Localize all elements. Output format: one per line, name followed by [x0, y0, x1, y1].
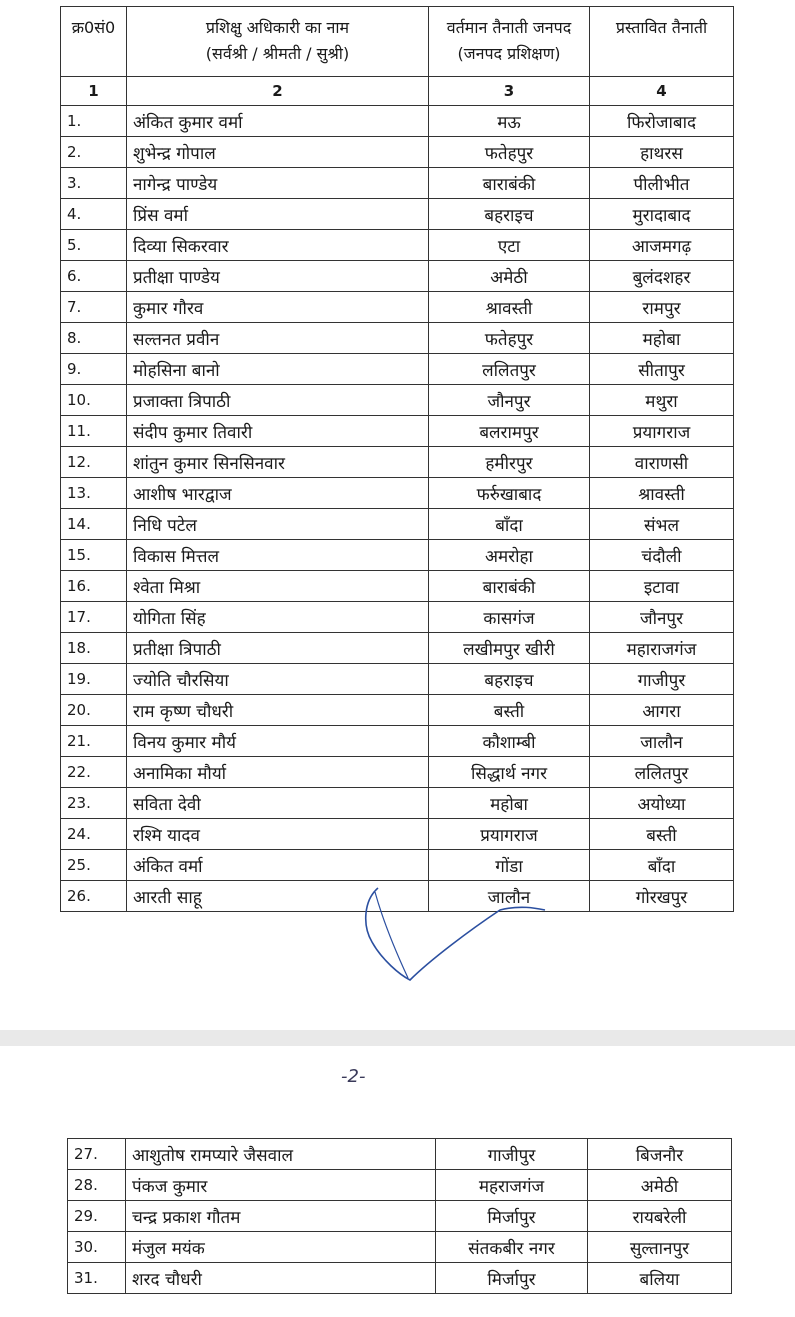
current-posting: जालौन [429, 881, 590, 912]
officer-name: शरद चौधरी [126, 1263, 436, 1294]
current-posting: अमरोहा [429, 540, 590, 571]
current-posting: अमेठी [429, 261, 590, 292]
serial-number: 9. [61, 354, 127, 385]
serial-number: 7. [61, 292, 127, 323]
current-posting: बाँदा [429, 509, 590, 540]
officer-name: दिव्या सिकरवार [127, 230, 429, 261]
officer-name: विनय कुमार मौर्य [127, 726, 429, 757]
table-row [61, 354, 734, 385]
officer-name: प्रिंस वर्मा [127, 199, 429, 230]
serial-number: 20. [61, 695, 127, 726]
table-row [61, 478, 734, 509]
table-row [61, 230, 734, 261]
serial-number: 10. [61, 385, 127, 416]
current-posting: मिर्जापुर [436, 1201, 588, 1232]
officer-name: मोहसिना बानो [127, 354, 429, 385]
proposed-posting: मथुरा [590, 385, 734, 416]
table-row [61, 602, 734, 633]
current-posting: कासगंज [429, 602, 590, 633]
proposed-posting: आजमगढ़ [590, 230, 734, 261]
table-row [61, 292, 734, 323]
officer-name: अनामिका मौर्या [127, 757, 429, 788]
table-row [68, 1232, 732, 1263]
proposed-posting: सुल्तानपुर [588, 1232, 732, 1263]
table-row [61, 168, 734, 199]
officer-name: रश्मि यादव [127, 819, 429, 850]
column-index: 4 [590, 77, 734, 106]
serial-number: 28. [68, 1170, 126, 1201]
current-posting: कौशाम्बी [429, 726, 590, 757]
proposed-posting: वाराणसी [590, 447, 734, 478]
officer-name: राम कृष्ण चौधरी [127, 695, 429, 726]
table-row [61, 726, 734, 757]
current-posting: श्रावस्ती [429, 292, 590, 323]
serial-number: 21. [61, 726, 127, 757]
serial-number: 22. [61, 757, 127, 788]
current-posting: गाजीपुर [436, 1139, 588, 1170]
current-posting: मिर्जापुर [436, 1263, 588, 1294]
proposed-posting: संभल [590, 509, 734, 540]
column-index: 1 [61, 77, 127, 106]
header-name: प्रशिक्षु अधिकारी का नाम (सर्वश्री / श्रीमती / सुश्री) [127, 7, 429, 77]
table-row [61, 447, 734, 478]
table-row [61, 664, 734, 695]
proposed-posting: पीलीभीत [590, 168, 734, 199]
proposed-posting: चंदौली [590, 540, 734, 571]
current-posting: प्रयागराज [429, 819, 590, 850]
serial-number: 3. [61, 168, 127, 199]
table-row [68, 1263, 732, 1294]
proposed-posting: इटावा [590, 571, 734, 602]
officer-name: आशीष भारद्वाज [127, 478, 429, 509]
proposed-posting: बाँदा [590, 850, 734, 881]
header-proposed-posting: प्रस्तावित तैनाती [590, 7, 734, 77]
table-row [61, 106, 734, 137]
posting-table-page-1 [60, 6, 734, 912]
proposed-posting: बलिया [588, 1263, 732, 1294]
serial-number: 26. [61, 881, 127, 912]
officer-name: सल्तनत प्रवीन [127, 323, 429, 354]
proposed-posting: आगरा [590, 695, 734, 726]
table-row [61, 261, 734, 292]
officer-name: श्वेता मिश्रा [127, 571, 429, 602]
proposed-posting: अमेठी [588, 1170, 732, 1201]
officer-name: शांतुन कुमार सिनसिनवार [127, 447, 429, 478]
officer-name: मंजुल मयंक [126, 1232, 436, 1263]
page-number: -2- [341, 1066, 366, 1087]
table-row [68, 1201, 732, 1232]
table-row [61, 633, 734, 664]
current-posting: फतेहपुर [429, 323, 590, 354]
table-row [61, 571, 734, 602]
proposed-posting: जौनपुर [590, 602, 734, 633]
table-row [61, 757, 734, 788]
table-row [61, 819, 734, 850]
officer-name: अंकित कुमार वर्मा [127, 106, 429, 137]
serial-number: 1. [61, 106, 127, 137]
officer-name: अंकित वर्मा [127, 850, 429, 881]
proposed-posting: बस्ती [590, 819, 734, 850]
header-current-posting: वर्तमान तैनाती जनपद (जनपद प्रशिक्षण) [429, 7, 590, 77]
serial-number: 25. [61, 850, 127, 881]
serial-number: 12. [61, 447, 127, 478]
current-posting: बाराबंकी [429, 571, 590, 602]
officer-name: प्रतीक्षा पाण्डेय [127, 261, 429, 292]
table-row [68, 1139, 732, 1170]
proposed-posting: श्रावस्ती [590, 478, 734, 509]
table-row [61, 540, 734, 571]
table-row [61, 323, 734, 354]
proposed-posting: बुलंदशहर [590, 261, 734, 292]
proposed-posting: सीतापुर [590, 354, 734, 385]
proposed-posting: ललितपुर [590, 757, 734, 788]
proposed-posting: फिरोजाबाद [590, 106, 734, 137]
current-posting: हमीरपुर [429, 447, 590, 478]
table-row [61, 850, 734, 881]
table-row [68, 1170, 732, 1201]
officer-name: प्रतीक्षा त्रिपाठी [127, 633, 429, 664]
officer-name: ज्योति चौरसिया [127, 664, 429, 695]
proposed-posting: जालौन [590, 726, 734, 757]
page-separator [0, 1030, 795, 1046]
current-posting: सिद्धार्थ नगर [429, 757, 590, 788]
serial-number: 2. [61, 137, 127, 168]
serial-number: 5. [61, 230, 127, 261]
current-posting: बलरामपुर [429, 416, 590, 447]
current-posting: गोंडा [429, 850, 590, 881]
proposed-posting: गाजीपुर [590, 664, 734, 695]
serial-number: 17. [61, 602, 127, 633]
proposed-posting: प्रयागराज [590, 416, 734, 447]
serial-number: 13. [61, 478, 127, 509]
serial-number: 16. [61, 571, 127, 602]
officer-name: पंकज कुमार [126, 1170, 436, 1201]
posting-table-page-2 [67, 1138, 732, 1294]
proposed-posting: रायबरेली [588, 1201, 732, 1232]
serial-number: 6. [61, 261, 127, 292]
officer-name: निधि पटेल [127, 509, 429, 540]
serial-number: 24. [61, 819, 127, 850]
officer-name: योगिता सिंह [127, 602, 429, 633]
serial-number: 8. [61, 323, 127, 354]
current-posting: बस्ती [429, 695, 590, 726]
current-posting: फतेहपुर [429, 137, 590, 168]
current-posting: जौनपुर [429, 385, 590, 416]
header-sno: क्र0सं0 [61, 7, 127, 77]
column-index: 2 [127, 77, 429, 106]
table-row [61, 385, 734, 416]
serial-number: 14. [61, 509, 127, 540]
serial-number: 27. [68, 1139, 126, 1170]
serial-number: 23. [61, 788, 127, 819]
current-posting: महोबा [429, 788, 590, 819]
proposed-posting: हाथरस [590, 137, 734, 168]
serial-number: 11. [61, 416, 127, 447]
officer-name: कुमार गौरव [127, 292, 429, 323]
serial-number: 15. [61, 540, 127, 571]
serial-number: 30. [68, 1232, 126, 1263]
serial-number: 4. [61, 199, 127, 230]
serial-number: 19. [61, 664, 127, 695]
current-posting: एटा [429, 230, 590, 261]
proposed-posting: रामपुर [590, 292, 734, 323]
officer-name: प्रजाक्ता त्रिपाठी [127, 385, 429, 416]
officer-name: सविता देवी [127, 788, 429, 819]
table-row [61, 416, 734, 447]
officer-name: विकास मित्तल [127, 540, 429, 571]
document-page-2 [0, 1046, 795, 1317]
officer-name: शुभेन्द्र गोपाल [127, 137, 429, 168]
table-row [61, 695, 734, 726]
serial-number: 29. [68, 1201, 126, 1232]
current-posting: लखीमपुर खीरी [429, 633, 590, 664]
current-posting: बहराइच [429, 199, 590, 230]
current-posting: फर्रुखाबाद [429, 478, 590, 509]
table-header-row [61, 7, 734, 77]
officer-name: आरती साहू [127, 881, 429, 912]
table-row [61, 199, 734, 230]
current-posting: महराजगंज [436, 1170, 588, 1201]
current-posting: ललितपुर [429, 354, 590, 385]
serial-number: 31. [68, 1263, 126, 1294]
officer-name: नागेन्द्र पाण्डेय [127, 168, 429, 199]
proposed-posting: अयोध्या [590, 788, 734, 819]
proposed-posting: महोबा [590, 323, 734, 354]
column-index-row [61, 77, 734, 106]
officer-name: आशुतोष रामप्यारे जैसवाल [126, 1139, 436, 1170]
signature [360, 880, 560, 990]
proposed-posting: बिजनौर [588, 1139, 732, 1170]
column-index: 3 [429, 77, 590, 106]
serial-number: 18. [61, 633, 127, 664]
proposed-posting: महाराजगंज [590, 633, 734, 664]
current-posting: बाराबंकी [429, 168, 590, 199]
table-row [61, 509, 734, 540]
current-posting: संतकबीर नगर [436, 1232, 588, 1263]
officer-name: संदीप कुमार तिवारी [127, 416, 429, 447]
proposed-posting: मुरादाबाद [590, 199, 734, 230]
current-posting: बहराइच [429, 664, 590, 695]
officer-name: चन्द्र प्रकाश गौतम [126, 1201, 436, 1232]
table-row [61, 788, 734, 819]
current-posting: मऊ [429, 106, 590, 137]
proposed-posting: गोरखपुर [590, 881, 734, 912]
table-row [61, 137, 734, 168]
